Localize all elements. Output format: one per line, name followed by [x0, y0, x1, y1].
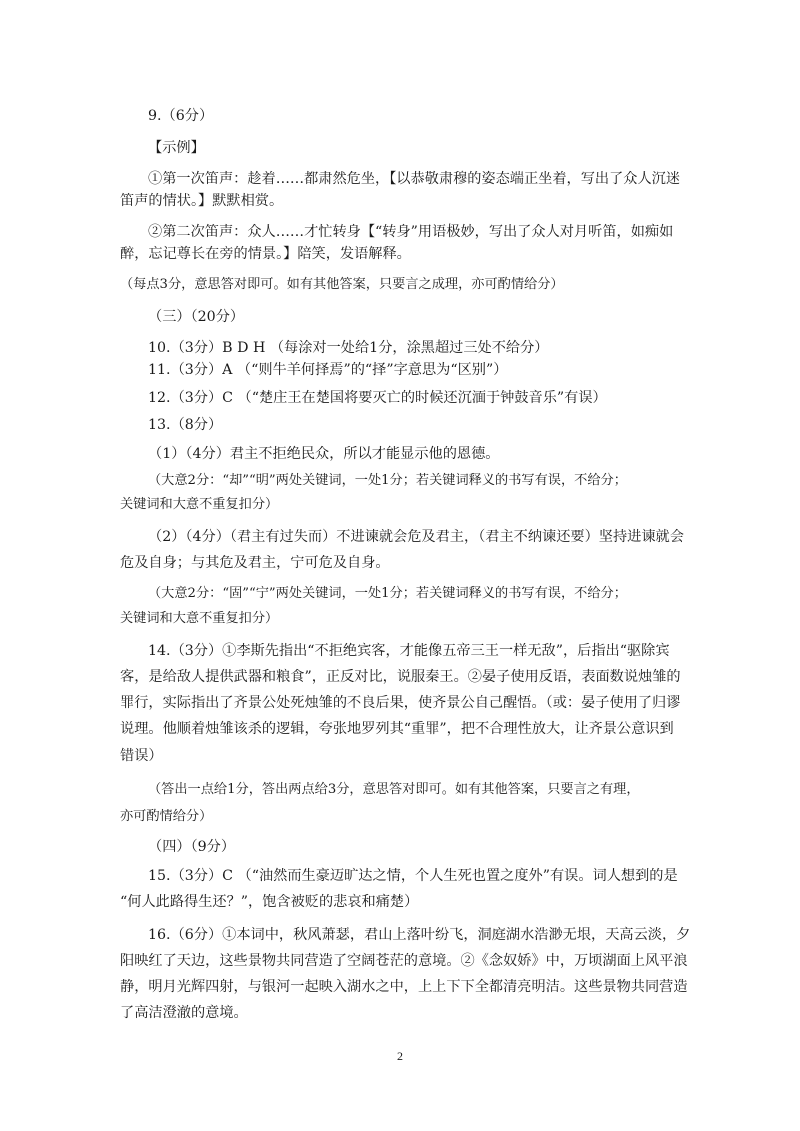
question-9-heading: 9.（6分）: [148, 108, 214, 124]
answer-line: ②第二次笛声：众人……才忙转身【“转身”用语极妙，写出了众人对月听笛，如痴如: [148, 224, 674, 240]
scoring-note: （大意2分：“固”“宁”两处关键词，一处1分；若关键词释义的书写有误，不给分；: [148, 586, 627, 601]
answer-line: 醉，忘记尊长在旁的情景。】陪笑，发语解释。: [120, 246, 411, 262]
answer-line: 静，明月光辉四射，与银河一起映入湖水之中，上上下下全都清亮明洁。这些景物共同营造: [120, 979, 688, 995]
scoring-note: （每点3分，意思答对即可。如有其他答案，只要言之成理，亦可酌情给分）: [120, 277, 564, 292]
answer-line: 罪行，实际指出了齐景公处死烛雏的不良后果，使齐景公自己醒悟。（或：晏子使用了归谬: [120, 695, 681, 711]
answer-line: 客，是给敌人提供武器和粮食”，正反对比，说服秦王。②晏子使用反语，表面数说烛雏的: [120, 669, 681, 685]
answer-line: 错误）: [120, 748, 163, 764]
scoring-note: 亦可酌情给分）: [120, 809, 213, 824]
answer-line: （1）（4分）君主不拒绝民众，所以才能显示他的恩德。: [148, 446, 500, 462]
answer-line: 了高洁澄澈的意境。: [120, 1005, 248, 1021]
section-heading: （三）（20分）: [148, 309, 245, 325]
question-13-heading: 13.（8分）: [148, 417, 223, 433]
question-11: 11.（3分）A （“则牛羊何择焉”的“择”字意思为“区别”）: [148, 362, 508, 378]
question-14: 14.（3分）①李斯先指出“不拒绝宾客，才能像五帝三王一样无敌”，后指出“驱除宾: [148, 643, 670, 659]
question-12: 12.（3分）C （“楚庄王在楚国将要灭亡的时候还沉湎于钟鼓音乐”有误）: [148, 390, 607, 406]
scoring-note: 关键词和大意不重复扣分）: [120, 611, 279, 626]
answer-line: （2）（4分）（君主有过失而）不进谏就会危及君主，（君主不纳谏还要）坚持进谏就会: [148, 529, 684, 545]
scoring-note: （大意2分：“却”“明”两处关键词，一处1分；若关键词释义的书写有误，不给分；: [148, 473, 627, 488]
answer-line: “何人此路得生还？”，饱含被贬的悲哀和痛楚）: [120, 894, 419, 910]
scoring-note: （答出一点给1分，答出两点给3分，意思答对即可。如有其他答案，只要言之有理，: [148, 782, 640, 797]
page-number: 2: [397, 1049, 403, 1063]
question-15: 15.（3分）C （“油然而生豪迈旷达之情，个人生死也置之度外”有误。词人想到的是: [148, 868, 678, 884]
section-heading: （四）（9分）: [148, 839, 236, 855]
answer-line: 说理。他顺着烛雏该杀的逻辑，夸张地罗列其“重罪”，把不合理性放大，让齐景公意识到: [120, 721, 674, 737]
question-10: 10.（3分）B D H （每涂对一处给1分，涂黑超过三处不给分）: [148, 340, 549, 356]
answer-line: 阳映红了天边，这些景物共同营造了空阔苍茫的意境。②《念奴娇》中，万顷湖面上风平浪: [120, 953, 688, 969]
example-label: 【示例】: [148, 140, 205, 156]
answer-line: 笛声的情状。】默默相赏。: [120, 193, 284, 209]
answer-line: 危及自身；与其危及君主，宁可危及自身。: [120, 555, 390, 571]
scoring-note: 关键词和大意不重复扣分）: [120, 497, 279, 512]
question-16: 16.（6分）①本词中，秋风萧瑟，君山上落叶纷飞，洞庭湖水浩渺无垠，天高云淡，夕: [148, 927, 691, 943]
answer-line: ①第一次笛声：趁着……都肃然危坐，【以恭敬肃穆的姿态端正坐着，写出了众人沉迷: [148, 171, 681, 187]
